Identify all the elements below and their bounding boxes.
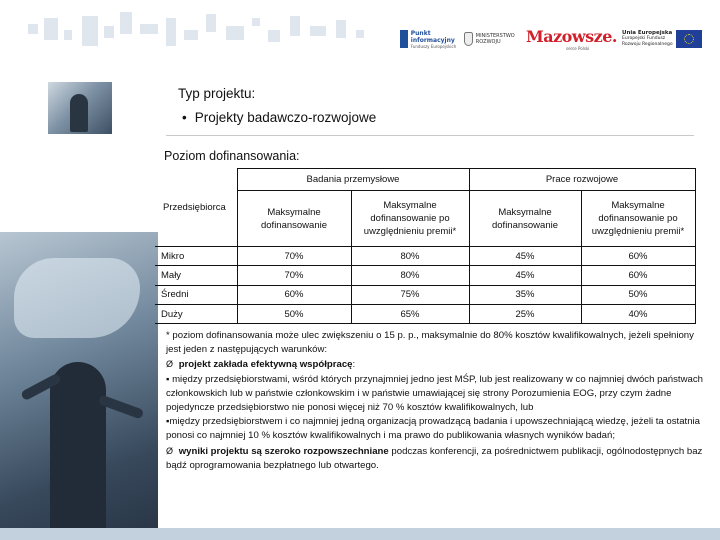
pixel-block <box>140 24 158 34</box>
col-header: Maksymalne dofinansowanie <box>469 191 581 247</box>
ministry-logo <box>464 22 520 56</box>
condition-1-bold: projekt zakłada efektywną współpracę <box>178 359 353 371</box>
table-cell: 60% <box>237 285 351 304</box>
funding-table <box>155 168 696 324</box>
condition-2-bold: wyniki projektu są szeroko rozpowszechniane <box>178 445 389 457</box>
pixel-block <box>336 20 346 38</box>
condition-1-tail: : <box>352 359 356 371</box>
pixel-block <box>226 26 244 40</box>
row-header-przedsiebiorca: Przedsiębiorca <box>155 169 237 247</box>
person-silhouette <box>70 94 88 132</box>
eagle-emblem-icon <box>464 32 473 46</box>
pixel-block <box>28 24 38 34</box>
eu-logo-sub1: Europejski Fundusz <box>622 36 666 42</box>
row-label: Duży <box>155 304 237 323</box>
table-header-row <box>155 169 695 191</box>
mazowsze-logo <box>526 22 618 56</box>
table-row <box>155 247 695 266</box>
world-map-overlay <box>14 258 140 338</box>
table-row <box>155 304 695 323</box>
mazowsze-logo-subtitle: serce Polski <box>566 46 590 51</box>
pixel-block <box>104 26 114 38</box>
table-row <box>155 266 695 285</box>
poziom-heading: Poziom dofinansowania: <box>164 149 300 163</box>
eu-logo-sub2: Rozwoju Regionalnego <box>622 41 673 47</box>
pixel-block <box>206 14 216 32</box>
person-silhouette <box>50 362 106 540</box>
pixel-block <box>290 16 300 36</box>
table-cell: 80% <box>351 266 469 285</box>
eu-logo-text <box>622 31 673 48</box>
table-cell: 60% <box>581 247 695 266</box>
pixel-block <box>252 18 260 26</box>
table-cell: 80% <box>351 247 469 266</box>
row-label: Mikro <box>155 247 237 266</box>
pixel-block <box>268 30 280 42</box>
sub-condition-1: ▪ między przedsiębiorstwami, wśród których przynajmniej jedno jest MŚP, lub jest realizowany w co najmniej dwóch państwach członkowskich lub w państwie członkowskim i w państwie umawiającej się strony Porozumienia EOG, przy czym żadne pojedyncze przedsiębiorstwo nie ponosi więcej niż 70 % kosztów kwalifikowalnych, lub <box>166 373 703 414</box>
pixel-block <box>356 30 364 38</box>
pixel-block <box>82 16 98 46</box>
table-cell: 50% <box>581 285 695 304</box>
arrow-bullet-icon: Ø <box>166 445 174 456</box>
footnote-intro: * poziom dofinansowania może ulec zwiększeniu o 15 p. p., maksymalnie do 80% kosztów kwalifikowalnych, jeżeli spełniony jest jeden z następujących warunków: <box>166 330 694 356</box>
table-cell: 50% <box>237 304 351 323</box>
col-header: Maksymalne dofinansowanie po uwzględnieniu premii* <box>581 191 695 247</box>
table-cell: 40% <box>581 304 695 323</box>
fe-mark-icon <box>400 30 408 48</box>
row-label: Mały <box>155 266 237 285</box>
typ-projektu-value: Projekty badawczo-rozwojowe <box>194 110 377 125</box>
pixel-block <box>166 18 176 46</box>
pixel-block <box>64 30 72 40</box>
pixel-block <box>184 30 198 40</box>
condition-2 <box>166 444 706 473</box>
group-header-prace: Prace rozwojowe <box>469 169 695 191</box>
photo-large <box>0 232 158 540</box>
table-cell: 60% <box>581 266 695 285</box>
row-label: Średni <box>155 285 237 304</box>
sub-condition-2: ▪między przedsiębiorstwem i co najmniej jedną organizacją prowadzącą badania i upowszechniającą wiedzę, jeżeli ta ostatnia ponosi co najmniej 10 % kosztów kwalifikowalnych i ma prawo do publikowania własnych wyników badań; <box>166 416 701 442</box>
typ-projektu-item <box>182 110 376 125</box>
table-cell: 35% <box>469 285 581 304</box>
condition-2-tail: podczas konferencji, za pośrednictwem publikacji, ogólnodostępnych baz bądź oprogramowania bezpłatnego lub otwartego. <box>166 445 703 471</box>
bottom-bar <box>0 528 720 540</box>
arrow-bullet-icon: Ø <box>166 359 174 370</box>
table-row <box>155 285 695 304</box>
bullet-icon: • <box>182 110 187 125</box>
mazowsze-logo-text: Mazowsze. <box>526 27 617 46</box>
table-cell: 70% <box>237 266 351 285</box>
table-cell: 65% <box>351 304 469 323</box>
table-cell: 75% <box>351 285 469 304</box>
pixel-block <box>310 26 326 36</box>
table-cell: 25% <box>469 304 581 323</box>
pixel-block <box>120 12 132 34</box>
typ-projektu-heading: Typ projektu: <box>178 86 256 101</box>
divider <box>166 135 694 136</box>
table-cell: 70% <box>237 247 351 266</box>
table-cell: 45% <box>469 266 581 285</box>
fe-logo-title: Punkt informacyjny <box>410 29 455 44</box>
condition-1 <box>166 357 706 372</box>
col-header: Maksymalne dofinansowanie <box>237 191 351 247</box>
photo-small <box>48 82 112 134</box>
col-header: Maksymalne dofinansowanie po uwzględnieniu premii* <box>351 191 469 247</box>
logo-strip <box>396 22 718 56</box>
pixel-block <box>44 18 58 40</box>
footnote <box>166 329 706 473</box>
fe-logo-subtitle: Funduszy Europejskich <box>410 43 457 49</box>
table-cell: 45% <box>469 247 581 266</box>
group-header-badania: Badania przemysłowe <box>237 169 469 191</box>
eu-logo-title: Unia Europejska <box>622 29 673 36</box>
eu-logo <box>622 22 718 56</box>
eu-flag-icon <box>676 30 702 48</box>
funduszy-europejskich-logo <box>400 22 462 56</box>
ministry-logo-text: MINISTERSTWO ROZWOJU <box>475 33 515 45</box>
